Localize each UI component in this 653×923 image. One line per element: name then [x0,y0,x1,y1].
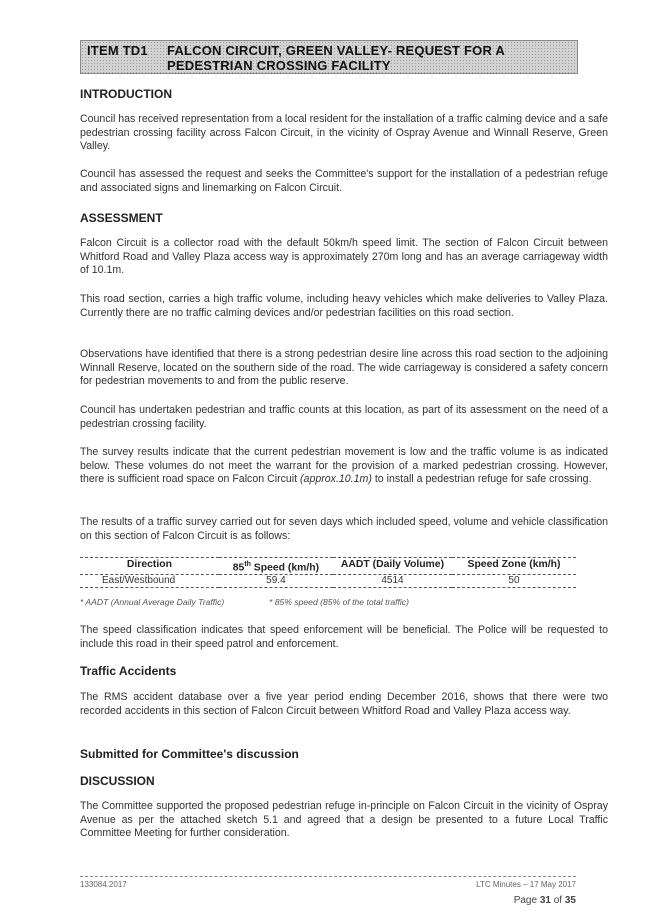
speed-classification-paragraph: The speed classification indicates that speed enforcement will be beneficial. The Police will be requested to include this road in their speed patrol and enforcement. [80,624,608,650]
footnote-85-speed: * 85% speed (85% of the total traffic) [269,597,409,607]
cell-aadt: 4514 [333,575,452,588]
cell-direction: East/Westbound [80,575,219,588]
table-row [80,575,576,588]
page-number: Page 31 of 35 [513,895,576,906]
traffic-accidents-paragraph: The RMS accident database over a five year period ending December 2016, shows that there were two recorded accidents in this section of Falcon Circuit between Whitford Road and Valley Plaza access way. [80,691,608,717]
header-speed-zone: Speed Zone (km/h) [452,558,576,575]
introduction-paragraph-2: Council has assessed the request and seeks the Committee's support for the installation of a pedestrian refuge and associated signs and linemarking on Falcon Circuit. [80,168,608,194]
assessment-paragraph-4: Council has undertaken pedestrian and traffic counts at this location, as part of its assessment on the need of a pedestrian crossing facility. [80,404,608,430]
item-title-box [80,40,578,74]
traffic-accidents-heading: Traffic Accidents [80,664,177,678]
assessment-paragraph-5-text: The survey results indicate that the current pedestrian movement is low and the traffic volume is as indicated below. These volumes do not meet the warrant for the provision of a marked pedestrian crossing. However, there is sufficient road space on Falcon Circuit [80,446,608,486]
footer-minutes-title: LTC Minutes – 17 May 2017 [476,880,576,889]
table-header-row [80,558,576,575]
footer-reference: 133084.2017 [80,880,127,889]
item-title-line-1: FALCON CIRCUIT, GREEN VALLEY- REQUEST FOR A [167,43,505,58]
introduction-heading: INTRODUCTION [80,87,172,101]
assessment-paragraph-3: Observations have identified that there is a strong pedestrian desire line across this road section to the adjoining Winnall Reserve, located on the southern side of the road. The wide carriageway is considered a safety concern for pedestrian movements to and from the public reserve. [80,348,608,388]
assessment-paragraph-6: The results of a traffic survey carried out for seven days which included speed, volume and vehicle classification on this section of Falcon Circuit is as follows: [80,516,608,542]
item-title [167,43,505,73]
header-aadt: AADT (Daily Volume) [333,558,452,575]
header-direction: Direction [80,558,219,575]
header-85th-speed: 85th Speed (km/h) [219,558,333,575]
assessment-paragraph-5-end: to install a pedestrian refuge for safe crossing. [371,473,592,486]
discussion-heading: DISCUSSION [80,774,155,788]
submitted-heading: Submitted for Committee's discussion [80,747,299,761]
introduction-paragraph-1: Council has received representation from a local resident for the installation of a traffic calming device and a safe pedestrian crossing facility across Falcon Circuit, in the vicinity of Ospray Avenue and Winnall Reserve, Green Valley. [80,113,609,153]
assessment-paragraph-2: This road section, carries a high traffic volume, including heavy vehicles which make deliveries to Valley Plaza. Currently there are no traffic calming devices and/or pedestrian facilities on this road section. [80,293,608,319]
cell-speed-zone: 50 [452,575,576,588]
item-title-line-2: PEDESTRIAN CROSSING FACILITY [167,58,391,73]
assessment-heading: ASSESSMENT [80,211,163,225]
carriageway-width-note: (approx.10.1m) [300,473,372,486]
assessment-paragraph-1: Falcon Circuit is a collector road with the default 50km/h speed limit. The section of Falcon Circuit between Whitford Road and Valley Plaza access way is approximately 270m long and has an average carriageway width of 10.1m. [80,237,608,277]
footnote-aadt: * AADT (Annual Average Daily Traffic) [80,597,225,607]
traffic-survey-table [80,557,576,588]
discussion-paragraph: The Committee supported the proposed pedestrian refuge in-principle on Falcon Circuit in the vicinity of Ospray Avenue as per the attached sketch 5.1 and agreed that a design be presented to a future Local Traffic Committee Meeting for further consideration. [80,800,608,840]
footer-divider [80,876,576,877]
item-number: ITEM TD1 [87,43,148,58]
cell-speed: 59.4 [219,575,333,588]
assessment-paragraph-5 [80,446,608,487]
